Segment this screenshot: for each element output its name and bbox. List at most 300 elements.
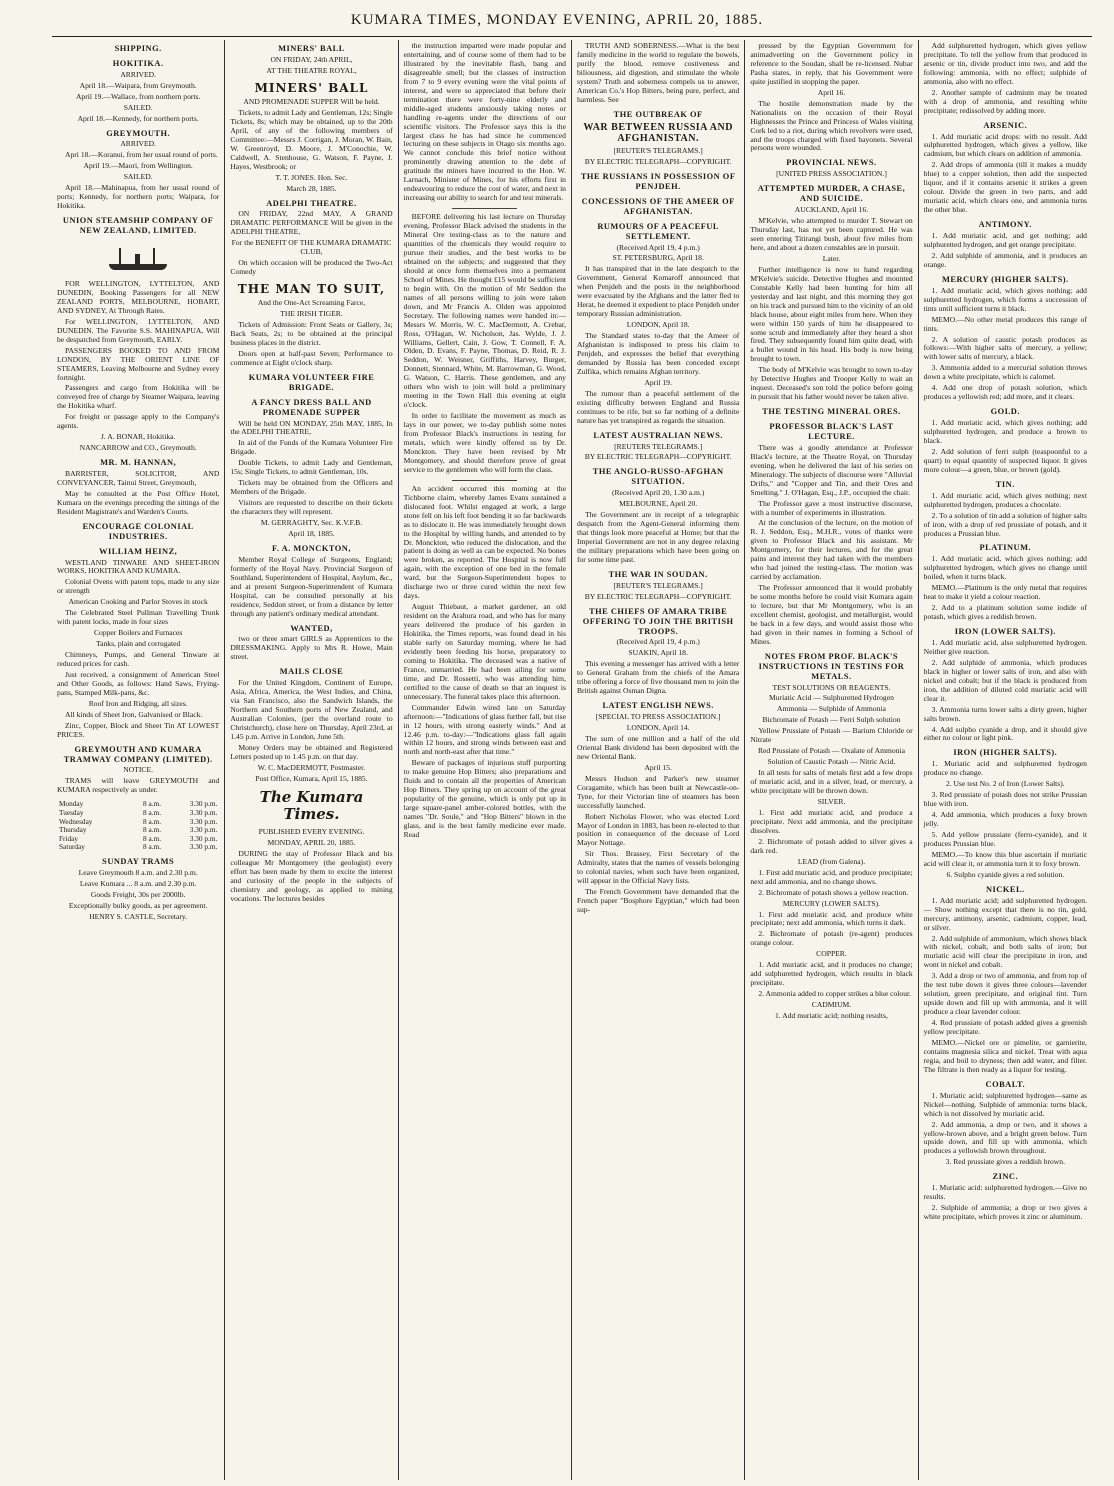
article-text: The French Government have demanded that the French paper "Bosphore Egyptian," which had been sup-	[576, 887, 740, 915]
article-text: The rumour than a peaceful settlement of the existing difficulty between England and Russia continues to be rife, but so far nothing of a definite nature has yet transpired as regards the situation.	[576, 388, 740, 425]
article-text: TEST SOLUTIONS OR REAGENTS.	[772, 682, 891, 692]
display-title: THE MAN TO SUIT,	[237, 282, 386, 297]
article-text: Chimneys, Pumps, and General Tinware at reduced prices for cash.	[57, 650, 220, 669]
article-text: April 18.—Waipara, from Greymouth.	[79, 80, 197, 90]
article-text: Goods Freight, 30s per 2000lb.	[90, 889, 186, 899]
article	[230, 44, 392, 76]
article-text: The hostile demonstration made by the Nationalists on the occasion of their Royal Highnesses the Prince and Princess of Wales visiting Cork led to a riot, during which revolvers were used, and the troops charged with fixed bayonets. Several persons were wounded.	[750, 98, 913, 153]
article	[750, 158, 912, 179]
article	[924, 885, 1087, 1075]
article-text: 3. Add a drop or two of ammonia, and from top of the test tube down it gives three colours—lavender solution, green precipitate, and original tint. Turn upside down and fill up with ammonia, and it will produce a clear lavender colour.	[923, 971, 1087, 1017]
article-headline: GREYMOUTH.	[106, 128, 171, 138]
article-text: [SPECIAL TO PRESS ASSOCIATION.]	[595, 712, 721, 722]
article-headline: COBALT.	[985, 1079, 1026, 1089]
article-text: HENRY S. CASTLE, Secretary.	[89, 911, 188, 921]
article-text: Copper Boilers and Furnaces	[93, 628, 183, 638]
article-text: At the conclusion of the lecture, on the motion of R. J. Seddon, Esq., M.H.R., votes of thanks were given to Professor Black and his assistant. Mr Montgomery, for their lectures, and for the great pains and interest they had taken with the members who had joined the testing-class. The motion was carried by acclamation.	[750, 518, 913, 582]
article	[230, 282, 392, 368]
article-text: PASSENGERS BOOKED TO AND FROM LONDON, BY THE ORIENT LINE OF STEAMERS, Leaving Melbourne and Sydney every fortnight.	[57, 345, 220, 382]
article-text: 2. Add drops of ammonia (till it makes a muddy blue) to a copper solution, then add the suspected liquor, and if it contains arsenic it strikes a green colour. Divide the green in two parts, and add muriatic acid, which clears one, and ammonia turns the other blue.	[923, 160, 1087, 215]
article-text: 3. Ammonia added to a mercurial solution throws down a white precipitate, which is calomel.	[923, 363, 1087, 382]
article-text: Post Office, Kumara, April 15, 1885.	[255, 773, 368, 783]
article-text: Beware of packages of injurious stuff purporting to make genuine Hop Bitters; also preparations and fluids and to contain all the properties of American Hop Bitters. They spring up on account of the great popularity of the genuine, which is only put up in large square-panel amber-colored bottles, with the names "Dr. Soule," and "Hop Bitters" blown in the glass, and is the best family medicine ever made. Read	[403, 758, 566, 840]
divider	[452, 480, 517, 481]
article-headline: RUMOURS OF A PEACEFUL SETTLEMENT.	[597, 221, 719, 241]
article	[57, 547, 219, 740]
article-text: Apri 18.—Koranui, from her usual round of ports.	[65, 150, 218, 160]
article-text: 1. Add muriatic acid; add sulphuretted hydrogen. — Show nothing except that there is no tin, gold, mercury, antimony, arsenic, cadmium, copper, lead, or silver.	[923, 895, 1087, 932]
article-text: Visitors are requested to describe on their tickets the characters they will represent.	[230, 498, 393, 517]
article-headline: ADELPHI THEATRE.	[266, 198, 357, 208]
article-text: April 19.—Maori, from Wellington.	[83, 161, 193, 171]
table-cell: 3.30 p.m.	[189, 816, 218, 826]
article-text: 2. Sulphide of ammonia; a drop or two gives a white precipitate, which proves it zinc or aluminum.	[923, 1203, 1087, 1222]
article-text: 4. Add sulpho cyanide a drop, and it should give either no colour or light pink.	[923, 724, 1087, 743]
article-text: Muriatic Acid — Sulphuretted Hydrogen	[769, 693, 894, 703]
article-headline: UNION STEAMSHIP COMPANY OF NEW ZEALAND, LIMITED.	[62, 216, 214, 236]
article-text: (Received April 20, 1.30 a.m.)	[611, 488, 705, 498]
article-text: J. A. BONAR, Hokitika.	[100, 432, 176, 442]
article-text: There was a goodly attendance at Professor Black's lecture, at the Theatre Royal, on Thursday evening, when he delivered the last of his series on Mineralogy. The subjects of discourse were "Alluvial Drifts," and "Copper and Tin, and their Ores and Smelting." J. O'Hagan, Esq., J.P., occupied the chair.	[750, 442, 913, 497]
article	[57, 458, 219, 517]
article-headline: THE TESTING MINERAL ORES.	[762, 407, 901, 417]
article-text: M. GERRAGHTY, Sec. K.V.F.B.	[260, 518, 363, 528]
article-text: Sir Thos. Brassey, First Secretary of the Admiralty, states that the names of vessels belonging to colonial navies, when such have been organized, will appear in the Official Navy lists.	[576, 849, 740, 886]
article-headline: WANTED,	[290, 623, 333, 633]
article-text: AUCKLAND, April 16.	[794, 205, 869, 215]
columns	[52, 40, 1092, 1480]
steamship-icon	[103, 244, 173, 272]
table-cell: 8 a.m.	[142, 807, 162, 817]
article-text: On which occasion will be produced the Two-Act Comedy	[230, 258, 393, 277]
article-text: 3. Red prussiate gives a reddish brown.	[945, 1157, 1065, 1167]
article-text: 1. Muriatic acid and sulphuretted hydrogen produce no change.	[923, 759, 1087, 778]
article-text: 4. Red prussiate of potash added gives a greenish yellow precipitate.	[923, 1018, 1087, 1037]
article	[57, 59, 219, 124]
article-text: April 18.—Kennedy, for northern ports.	[77, 113, 199, 123]
article	[577, 570, 739, 602]
article-text: In aid of the Funds of the Kumara Volunteer Fire Brigade.	[230, 438, 393, 457]
article-text: 2. To a solution of tin add a solution of higher salts of iron, with a drop of red prussiate of potash, and it produces a Prussian blue.	[923, 510, 1087, 538]
article-headline-large: WAR BETWEEN RUSSIA AND AFGHANISTAN.	[583, 121, 733, 145]
article	[924, 627, 1087, 743]
article-text: ARRIVED.	[120, 69, 156, 79]
article	[404, 480, 566, 840]
article-headline: THE OUTBREAK OF	[613, 109, 703, 119]
article	[924, 220, 1087, 270]
article-text: For the United Kingdom, Continent of Europe, Asia, Africa, America, the West Indies, and China, via San Francisco, also the Sandwich Islands, the Northern and Southern ports of New Zealand, and Australian Colonies, (per the overland route to Christchurch), close here on Thursday, April 23rd, at 1.45 p.m. Arrive in London, June 5th.	[230, 678, 393, 741]
article-headline: THE WAR IN SOUDAN.	[608, 569, 708, 579]
article	[924, 748, 1087, 879]
article-text: Ammonia — Sulphide of Ammonia	[777, 704, 886, 714]
article-text: TRUTH AND SOBERNESS.—What is the best family medicine in the world to regulate the bowels, purify the blood, remove costiveness and biliousness, aid digestion, and stimulate the whole system? Truth and soberness compels us to answer, American Co.'s Hop Bitters, being pure, perfect, and harmless. See	[576, 41, 740, 104]
article	[924, 1080, 1087, 1168]
table-cell: Wednesday	[59, 816, 93, 826]
article-text: April 18.—Mahinapua, from her usual round of ports; Kennedy, for northern ports; Waipara, for Hokitika.	[57, 183, 220, 211]
article-text: 2. Use test No. 2 of Iron (Lower Salts).	[945, 779, 1065, 789]
article-text: ARRIVED.	[120, 139, 156, 149]
article-text: 2. Bichromate of potash (re-agent) produces orange colour.	[750, 929, 913, 948]
article-headline: THE ANGLO-RUSSO-AFGHAN SITUATION.	[592, 467, 724, 487]
table-cell: 3.30 p.m.	[189, 807, 218, 817]
article-text: April 18, 1885.	[288, 529, 335, 539]
table-cell: 3.30 p.m.	[189, 842, 218, 852]
article-headline: PROVINCIAL NEWS.	[786, 158, 877, 168]
article	[230, 789, 392, 904]
table-cell: Tuesday	[59, 807, 84, 817]
article-text: 1. First add muriatic acid, and produce a precipitate. Next add ammonia, and the precipitate dissolves.	[750, 807, 913, 835]
article-text: ST. PETERSBURG, April 18.	[612, 253, 704, 263]
article-headline: MR. M. HANNAN,	[100, 458, 177, 468]
article-text: MEMO.—No other metal produces this range of tints.	[923, 314, 1087, 333]
article	[577, 431, 739, 463]
article	[924, 121, 1087, 215]
article-headline: CONCESSIONS OF THE AMEER OF AFGHANISTAN.	[581, 196, 735, 216]
article-text: MEMO.—Nickel ore or pimelite, or garnierite, contains magnesia silica and nickel. Treat with aqua regia, and boil to dryness; then add water, and filter. The filtrate is then ready as a liquor for testing.	[923, 1037, 1087, 1074]
article-text: The Celebrated Steel Pullman Travelling Trunk with patent locks, made in four sizes	[57, 608, 220, 627]
article-text: 1. Add muriatic acid drops: with no result. Add sulphuretted hydrogen, which gives a yellow, like cadmium, but which clears on addition of ammonia.	[923, 131, 1087, 159]
article-text: NANCARROW and CO., Greymouth.	[79, 443, 197, 453]
column-3	[399, 40, 572, 1480]
article-text: LEAD (from Galena).	[797, 856, 866, 866]
article-text: Later.	[822, 253, 841, 263]
article-text: It has transpired that in the late despatch to the Government, General Komaroff announced that when Penjdeh and the posts in the neighborhood were evacuated by the Afghans and the latter fled to Herat, he deemed it expedient to place Penjdeh under temporary Russian administration.	[576, 264, 740, 319]
article-text: THE IRISH TIGER.	[280, 309, 343, 319]
article-text: This evening a messenger has arrived with a letter to General Graham from the chiefs of the Amara tribe offering a force of five thousand men to join the British against Osman Digna.	[576, 659, 740, 696]
article-text: W. C. MacDERMOTT, Postmaster.	[257, 762, 366, 772]
article-text: ON FRIDAY, 22nd MAY, A GRAND DRAMATIC PERFORMANCE Will be given in the ADELPHI THEATRE,	[230, 209, 393, 237]
article-text: 2. Bichromate of potash shows a yellow reaction.	[758, 887, 909, 897]
article-text: 1. First add muriatic acid, and produce white precipitate; next add ammonia, which turns it dark.	[750, 909, 913, 928]
article	[230, 81, 392, 194]
column-6	[919, 40, 1092, 1480]
article-text: 3. Ammonia turns lower salts a dirty green, higher salts brown.	[923, 704, 1087, 723]
article-text: Bichromate of Potash — Ferri Sulph solution	[762, 715, 901, 725]
article-text: 1. Add muriatic acid, which gives nothing; add sulphuretted hydrogen, which forms a succession of tints until sufficient turns it black.	[923, 285, 1087, 313]
article-text: The sum of one million and a half of the old Oriental Bank dividend has been deposited with the new Oriental Bank.	[576, 733, 740, 761]
table-cell: 8 a.m.	[142, 842, 162, 852]
article-text: Yellow Prussiate of Potash — Barium Chloride or Nitrate	[750, 726, 913, 745]
table-cell: 8 a.m.	[142, 825, 162, 835]
article-text: BY ELECTRIC TELEGRAPH—COPYRIGHT.	[584, 157, 732, 167]
article	[577, 110, 739, 167]
article-text: MEMO.—Platinum is the only metal that requires heat to make it yield a colour reaction.	[923, 583, 1087, 602]
article-text: NOTICE.	[123, 765, 154, 775]
article-text: Add sulphuretted hydrogen, which gives yellow precipitate. To tell the yellow from that produced in arsenic or tin, divide product into two, and add the following: ammonia, with no effect; sulphide of ammonia, also with no effect.	[923, 41, 1087, 86]
article-headline: MINERS' BALL	[278, 44, 345, 53]
article-text: May be consulted at the Post Office Hotel, Kumara on the evenings preceding the sittings of the Resident Magistrate's and Warden's Courts.	[57, 488, 220, 516]
column-4	[572, 40, 745, 1480]
article-text: For WELLINGTON, LYTTELTON, AND DUNEDIN. The Favorite S.S. MAHINAPUA, Will be despatched from Greymouth, EARLY.	[57, 316, 220, 344]
masthead-rule	[52, 36, 1092, 37]
article	[577, 607, 739, 696]
article-text: Passengers and cargo from Hokitika will be conveyed free of charge by Steamer Waipara, leaving the Hokitika wharf.	[57, 383, 220, 411]
table-cell: 3.30 p.m.	[189, 799, 218, 809]
article	[230, 667, 392, 783]
article-text: 2. Add solution of ferri sulph (teaspoonful to a quart) to equal quantity of suspected liquor. It gives more colour—a green, blue, or brown (gold).	[923, 446, 1087, 474]
article-text: MELBOURNE, April 20.	[619, 499, 698, 509]
article-text: April 16.	[817, 87, 846, 97]
tram-timetable	[57, 800, 219, 852]
article-text: Doors open at half-past Seven; Performance to commence at Eight o'clock sharp.	[230, 349, 393, 367]
article-headline: GREYMOUTH AND KUMARA TRAMWAY COMPANY (LIMITED).	[63, 744, 213, 764]
column-5	[745, 40, 918, 1480]
article-text: 1. Add muriatic acid; nothing results,	[775, 1011, 888, 1021]
article	[577, 701, 739, 915]
article	[230, 398, 392, 539]
article-text: Roof Iron and Ridging, all sizes.	[88, 698, 188, 708]
article	[750, 422, 912, 647]
article-text: PUBLISHED EVERY EVENING.	[258, 827, 365, 837]
article-text: Messrs Hudson and Parker's new steamer Coragamite, which has been built at Newcastle-on-Tyne, for their Victorian line of steamers has been successfully launched.	[576, 773, 740, 810]
article-text: The Government are in receipt of a telegraphic despatch from the Agent-General informing them that things look more peaceful at Home; but that the Imperial Government are not in any degree relaxing the military preparations which have been going on for some time past.	[576, 510, 740, 564]
article-text: LONDON, April 14.	[626, 722, 690, 732]
article	[230, 544, 392, 619]
article	[230, 624, 392, 663]
article	[230, 199, 392, 278]
article	[924, 407, 1087, 475]
table-cell: 3.30 p.m.	[189, 825, 218, 835]
article-headline: HOKITIKA.	[112, 58, 164, 68]
article-text: 2. Add to a platinum solution some iodide of potash, which gives a reddish brown.	[923, 603, 1087, 622]
article-text: Leave Kumara ... 8 a.m. and 2.30 p.m.	[79, 878, 197, 888]
article-headline: WILLIAM HEINZ,	[99, 546, 178, 556]
article-text: 1. Muriatic acid; sulphuretted hydrogen—same as Nickel—nothing. Sulphide of ammonia: turns black, which is not dissolved by muriatic acid.	[923, 1090, 1087, 1118]
column-1	[52, 40, 225, 1480]
article-text: Tanks, plain and corrugated	[96, 639, 181, 649]
article-headline: ANTIMONY.	[978, 220, 1032, 230]
article-text: For the BENEFIT OF THE KUMARA DRAMATIC CLUB,	[231, 238, 392, 257]
article-text: 2. Another sample of cadmium may be treated with a drop of ammonia, and resulting white precipitate; redissolved by adding more.	[923, 87, 1087, 115]
article-text: 1. Add muriatic acid, which gives nothing; next sulphuretted hydrogen, produces a chocolate.	[923, 490, 1087, 509]
article-text: 4. Add one drop of potash solution, which produces a yellowish red; add more, and it clears.	[923, 383, 1087, 402]
article-text: Commander Edwin wired late on Saturday afternoon:—"Indications of glass further fall, but rise in 12 hours, with strong easterly winds." And at 12.46 p.m. to-day:—"Indications glass fall again within 12 hours, and strong winds between east and north and north-east after that time."	[403, 702, 566, 757]
article-text: BY ELECTRIC TELEGRAPH—COPYRIGHT.	[584, 591, 732, 601]
article-text: 1. Add muriatic acid, which gives nothing; add sulphuretted hydrogen, and produce a brown to black.	[923, 418, 1087, 445]
article-text: pressed by the Egyptian Government for animadverting on the Government policy in reference to the Soudan, shall be re-licensed. Nubar Pasha states, in reply, that his Government were quite justified in stopping the paper.	[750, 41, 913, 86]
article-text: 2. Bichromate of potash added to silver gives a dark red.	[750, 836, 913, 855]
column-2	[225, 40, 398, 1480]
article-headline: ZINC.	[992, 1172, 1019, 1182]
article-headline: ATTEMPTED MURDER, A CHASE, AND SUICIDE.	[757, 184, 906, 204]
article-text: Solution of Caustic Potash — Nitric Acid.	[767, 757, 896, 767]
article-headline: THE RUSSIANS IN POSSESSION OF PENJDEH.	[580, 172, 736, 191]
article-text: MERCURY (LOWER SALTS).	[782, 898, 881, 908]
article-text: BARRISTER, SOLICITOR, AND CONVEYANCER, Tainui Street, Greymouth,	[57, 469, 220, 487]
article-text: the instruction imparted were made popular and entertaining, and of course some of them had to be illustrated by the inevitable flash, bang and disagreeable smell; but the classes of instruction from 7 to 9 every evening were the vital points of interest, and were so appreciated that before their termination there were forty-nine elderly and middle-aged students anxiously taking notes or handling re-agents under the directions of our scientific visitors. The Professor says this is the largest class he has had since he commenced lecturing on these subjects in Otago six months ago. We cannot conclude this brief notice without prominently drawing attention to the debt of gratitude the miners have incurred to the Hon. W. Larnach, Minister of Mines, for his efforts first in endeavouring to reduce the cost of water, and next in increasing our ability to search for and test minerals.	[403, 41, 566, 203]
article-text: Red Prussiate of Potash — Oxalate of Ammonia	[757, 746, 905, 756]
article-headline: IRON (HIGHER SALTS).	[953, 748, 1058, 758]
table-cell: 8 a.m.	[142, 816, 162, 826]
article-text: 1. Add muriatic acid, and it produces no change; add sulphuretted hydrogen, which results in black precipitate.	[750, 960, 913, 988]
article-text: 1. Muriatic acid: sulphuretted hydrogen.—Give no results.	[923, 1183, 1087, 1202]
article-text: April 19.—Wallace, from northern ports.	[75, 91, 201, 101]
divider	[452, 208, 517, 209]
article-text: M'Kelvie, who attempted to murder T. Stewart on Thursday last, has not yet been captured. He was seen entering Titirangi bush, about five miles from here, and about a dozen constables are in pursuit.	[750, 216, 913, 252]
article-text: All kinds of Sheet Iron, Galvanised or Black.	[65, 709, 203, 719]
article-text: In order to facilitate the movement as much as lays in our power, we to-day publish some notes from Professor Black's instructions in testing for metals, which were kindly offered us by Dr. Monckton. They have been revised by Mr Montgomery, and should therefore prove of great service to the gentlemen who will form the class.	[403, 411, 566, 474]
article-text: The Professor gave a most instructive discourse, with a number of experiments in illustration.	[750, 498, 913, 517]
article-headline: LATEST AUSTRALIAN NEWS.	[593, 430, 723, 440]
article-text: The Professor announced that it would probably be some months before he could visit Kumara again to lecture, but that Mr Montgomery, who is an excellent chemist, geologist, and metallurgist, would be back in a few days, and would assist those who had given in their names in forming a School of Mines.	[750, 583, 913, 646]
article-text: Tickets, to admit Lady and Gentleman, 12s; Single Tickets, 8s; which may be obtained, up to the 20th April, of any of the following members of Committee:—Messrs J. Corrigan, J. Moran, W. Bain, W. Greenroyd, D. Moore, J. M'Conochie, W. Caldwell, A. Stenhouse, G. Watson, F. Payne, J. Hayes, Westbrook; or	[230, 107, 393, 171]
article-text: August Thiebaut, a market gardener, an old resident on the Arahura road, and who has for many years delivered the produce of his garden in Hokitika, the Times reports, was found dead in his stable early on Saturday morning, where he had evidently been feeding his horse, preparatory to coming to Hokitika. The deceased was a native of France, unmarried. He had been ailing for some time, and Dr. Rossetti, who was attending him, certified to the cause of death so that an inquest is unnecessary. The funeral takes place this afternoon.	[403, 602, 566, 701]
article-text: 2. Add sulphide of ammonia, and it produces an orange.	[923, 250, 1087, 269]
article-headline: PROFESSOR BLACK'S LAST LECTURE.	[769, 422, 894, 441]
article-text: Exceptionally bulky goods, as per agreement.	[68, 900, 208, 910]
article-text: BEFORE delivering his last lecture on Thursday evening, Professor Black advised the students in the Mineral Ore testing-class as to the nature and quantities of the chemicals they would require to pursue their studies, and the best works to be obtained on the subjects; and suggested that they should at once form themselves into a permanent School of Mines. He thought £15 would be sufficient to begin with. On the motion of Mr Seddon the names of all persons willing to join were taken down, and Mr Francis A. Olden was appointed Secretary. The following names were handed in:—Messrs W. Morris, W. C. MacDermott, A. Crebar, Ross, O'Hagan, W. Nicholson, Jas. Wylde, J. J. Williams, Gellert, Cain, J. Gow, T. Connell, F. A. Olden, D. Evans, F. Payne, Thomas, D. Reid, R. J. Seddon, W. Weisner, Griffiths, Harvey, Burger, Donnett, Stennard, White, M. Barrowman, G. Wood, G. Watson, C. Harris. These gentlemen, and any others who wish to join will hold a preliminary meeting in the Town Hall this evening at eight o'clock.	[403, 212, 566, 410]
article-headline: KUMARA VOLUNTEER FIRE BRIGADE.	[248, 372, 375, 392]
article	[404, 208, 566, 475]
article-text: COPPER.	[816, 949, 847, 959]
article-text: Member Royal College of Surgeons, England; formerly of the Royal Navy. Provincial Surgeon of Southland, Superintendent of Hospital, Asylum, &c., and at present Surgeon-Superintendent of Kumara Hospital, can be consulted personally at his residence, Seddon street, or from a distance by letter through any patient's ordinary medical attendant.	[230, 554, 393, 618]
article-text: 2. Add sulphide of ammonium, which shows black with nickel, cobalt, and both salts of iron; but muriatic acid will clear the precipitate in iron, and wont in nickel and cobalt.	[923, 933, 1087, 970]
article-text: SILVER.	[817, 797, 846, 807]
article	[924, 275, 1087, 402]
article	[577, 172, 739, 192]
article	[230, 373, 392, 393]
article-text: 2. A solution of caustic potash produces as follows:—With higher salts of mercury, a yellow; with lower salts of mercury, a black.	[923, 334, 1087, 362]
article	[924, 480, 1087, 539]
masthead: KUMARA TIMES, MONDAY EVENING, APRIL 20, 1885.	[350, 12, 764, 28]
article-text: 3. Red prussiate of potash does not strike Prussian blue with iron.	[923, 790, 1087, 809]
article	[577, 197, 739, 217]
article-headline: SUNDAY TRAMS	[102, 857, 175, 866]
table-cell: Monday	[59, 799, 84, 809]
article	[57, 44, 219, 54]
article-headline: TIN.	[995, 479, 1015, 489]
article-headline: NOTES FROM PROF. BLACK'S INSTRUCTIONS IN TESTINS FOR METALS.	[758, 651, 905, 681]
article-headline: SHIPPING.	[114, 44, 162, 53]
article	[577, 222, 739, 426]
article-text: March 28, 1885.	[286, 183, 337, 193]
article-text: Tickets of Admission: Front Seats or Gallery, 3s; Back Seats, 2s; to be obtained at the principal business places in the district.	[230, 320, 393, 348]
article-text: 1. Add muriatic acid, and get nothing; add sulphuretted hydrogen, and get orange precipitate.	[923, 231, 1087, 249]
article	[924, 543, 1087, 622]
article-text: CADMIUM.	[811, 1000, 852, 1010]
display-title: MINERS' BALL	[254, 80, 369, 95]
article-text: MONDAY, APRIL 20, 1885.	[267, 838, 356, 848]
article-headline: ARSENIC.	[983, 120, 1028, 130]
article-text: Will be held ON MONDAY, 25th MAY, 1885, In the ADELPHI THEATRE,	[230, 418, 393, 437]
article	[577, 42, 739, 105]
article-text: T. T. JONES. Hon. Sec.	[275, 172, 348, 182]
article-text: And the One-Act Screaming Farce,	[257, 298, 366, 308]
article	[57, 129, 219, 212]
article-text: 1. Add muriatic acid, which gives nothing; add sulphuretted hydrogen, which gives no change until boiled, when it turns black.	[923, 554, 1087, 582]
article-text: Robert Nicholas Flower, who was elected Lord Mayor of London in 1883, has been re-elected to that position in consequence of the decease of Lord Mayor Nottage.	[576, 811, 740, 848]
article-text: Colonial Ovens with patent tops, made to any size or strength	[57, 577, 220, 596]
article-text: [REUTER'S TELEGRAMS.]	[613, 146, 703, 156]
article-text: [UNITED PRESS ASSOCIATION.]	[776, 169, 887, 179]
article-text: SAILED.	[123, 102, 153, 112]
article-text: Leave Greymouth 8 a.m. and 2.30 p.m.	[78, 867, 198, 877]
article-text: 2. Ammonia added to copper strikes a blue colour.	[758, 989, 911, 999]
article-text: Further intelligence is now to hand regarding M'Kelvie's suicide. Detective Hughes and mounted Constable Kelly had been hunting for him all yesterday and last night, and this morning they got on his track and pursued him to the vicinity of an old black house, about eight miles from here. When they were within 150 yards of him he disappeared to some scrub and immediately after they heard a shot fired. They subsequently found him quite dead, with a bullet wound in his head. His body is now being brought to town.	[750, 264, 913, 364]
article-text: April 15.	[644, 762, 672, 772]
article-headline: F. A. MONCKTON,	[272, 543, 351, 553]
article-text: [REUTERS TELEGRAMS.]	[614, 441, 703, 451]
table-cell: 8 a.m.	[142, 799, 162, 809]
article	[750, 184, 912, 402]
article	[577, 467, 739, 564]
article-headline: A FANCY DRESS BALL AND PROMENADE SUPPER	[251, 397, 372, 417]
table-row	[57, 843, 219, 852]
article-text: For freight or passage apply to the Company's agents.	[57, 412, 220, 431]
article-text: Tickets may be obtained from the Officers and Members of the Brigade.	[230, 478, 393, 497]
article-headline: PLATINUM.	[979, 543, 1032, 553]
newspaper-nameplate: The Kumara Times.	[259, 787, 364, 824]
article	[57, 857, 219, 922]
article-text: FOR WELLINGTON, LYTTELTON, AND DUNEDIN, Booking Passengers for all NEW ZEALAND PORTS, MELBOURNE, HOBART, AND SYDNEY, At Through Rates.	[57, 278, 220, 315]
article-text: American Cooking and Parlor Stoves in stock	[68, 597, 208, 607]
article-text: 6. Sulpho cyanide gives a red solution.	[946, 869, 1065, 879]
article	[924, 42, 1087, 116]
article-headline: IRON (LOWER SALTS).	[954, 627, 1056, 637]
article-headline: ENCOURAGE COLONIAL INDUSTRIES.	[82, 521, 194, 541]
article	[404, 42, 566, 203]
article-text: 5. Add yellow prussiate (ferro-cyanide), and it produces Prussian blue.	[923, 830, 1087, 848]
article	[750, 407, 912, 417]
article-text: 2. Add ammonia, a drop or two, and it shows a yellow-brown above, and a bright green below. Turn upside down, and fill up with ammonia, which produces a yellowish brown throughout.	[923, 1119, 1087, 1156]
article	[750, 42, 912, 153]
article-headline: GOLD.	[990, 407, 1020, 417]
article-text: DURING the stay of Professor Black and his colleague Mr Montgomery (the geologist) every effort has been made by them to excite the interest and curiosity of the people in the subjects of chemistry and geology, as applied to mining vocations. The lectures besides	[230, 848, 393, 903]
article	[750, 652, 912, 1021]
article-headline: MAILS CLOSE	[279, 667, 344, 677]
article-text: SUAKIN, April 18.	[628, 648, 688, 658]
article-text: Just received, a consignment of American Steel and Other Goods, as follows: Hand Saws, Frying-pans, Stamped Milk-pans, &c.	[57, 670, 220, 697]
article-text: AT THE THEATRE ROYAL,	[266, 65, 357, 75]
article-headline: NICKEL.	[985, 884, 1025, 894]
article	[57, 522, 219, 542]
article-text: two or three smart GIRLS as Apprentices to the DRESSMAKING. Apply to Mrs R. Howe, Main street.	[230, 634, 393, 662]
article-text: Money Orders may be obtained and Registered Letters posted up to 1.45 p.m. on that day.	[230, 742, 393, 761]
article-text: The Standard states to-day that the Ameer of Afghanistan is indisposed to press his claim to Penjdeh, and expresses the belief that everything demanded by Russia has been conceded except Zulfika, which remains Afghan territory.	[576, 331, 740, 376]
article-text: The body of M'Kelvie was brought to town to-day by Detective Hughes and Trooper Kelly to wait an inquest. Deceased's son told the police before going in pursuit that his father would never be taken alive.	[750, 365, 913, 402]
article-headline: MERCURY (HIGHER SALTS).	[941, 274, 1069, 284]
table-cell: 3.30 p.m.	[189, 833, 218, 843]
article-text: BY ELECTRIC TELEGRAPH—COPYRIGHT.	[584, 452, 732, 462]
article-text: (Received April 19, 4 p.m.)	[616, 637, 700, 647]
article-text: An accident occurred this morning at the Tichborne claim, whereby James Evans sustained a dislocated foot. Whilst engaged at work, a large stone fell on his left foot bending it so far backwards as to dislocate it. He was immediately brought down to the Hospital by willing hands, and attended to by Dr. Monckton, who reduced the dislocation, and the patient is doing as well as can be expected. No bones were broken, as reported. The Hospital is now full again, with the exception of one bed in the female ward, but the Surgeon-Superintendent hopes to discharge two or three cured within the next few days.	[403, 483, 566, 601]
article-headline: THE CHIEFS OF AMARA TRIBE OFFERING TO JOIN THE BRITISH TROOPS.	[582, 606, 734, 636]
article-text: TRAMS will leave GREYMOUTH and KUMARA respectively as under.	[57, 776, 220, 795]
article-text: MEMO.—To know this blue ascertain if muriatic acid will clear it, or ammonia turn it to foxy brown.	[923, 849, 1087, 868]
article-text: [REUTER'S TELEGRAMS.]	[613, 580, 703, 590]
article-text: AND PROMENADE SUPPER Will be held.	[243, 96, 380, 106]
article-text: Zinc, Copper, Block and Sheet Tin AT LOWEST PRICES.	[57, 720, 220, 739]
article-text: SAILED.	[123, 172, 153, 182]
table-cell: Thursday	[59, 825, 87, 835]
article	[924, 1172, 1087, 1222]
article-text: LONDON, April 18.	[626, 320, 690, 330]
article-text: ON FRIDAY, 24th APRIL,	[270, 54, 353, 64]
article-text: 1. Add muriatic acid, also sulphuretted hydrogen. Neither give reaction.	[923, 637, 1087, 656]
article-text: WESTLAND TINWARE AND SHEET-IRON WORKS, HOKITIKA AND KUMARA.	[57, 557, 220, 576]
article-text: In all tests for salts of metals first add a few drops of muriatic acid, and in a silver, lead, or mercury, a white precipitate will be thrown down.	[750, 768, 913, 796]
article-text: (Received April 19, 4 p.m.)	[616, 242, 700, 252]
article	[57, 745, 219, 796]
article-text: 1. First add muriatic acid, and produce precipitate; next add ammonia, and no change shows.	[750, 867, 913, 886]
article-text: April 19.	[644, 377, 672, 387]
article-headline: LATEST ENGLISH NEWS.	[602, 701, 714, 711]
article-text: 2. Add sulphide of ammonia, which produces black in higher or lower salts of iron, and also with nickel and cobalt; but if the black is produced from iron, the addition of diluted cold muriatic acid will clear it.	[923, 657, 1087, 703]
table-cell: 8 a.m.	[142, 833, 162, 843]
article-text: Double Tickets, to admit Lady and Gentleman, 15s; Single Tickets, to admit Gentleman, 10s.	[230, 458, 393, 477]
article	[57, 800, 219, 852]
article	[57, 216, 219, 453]
